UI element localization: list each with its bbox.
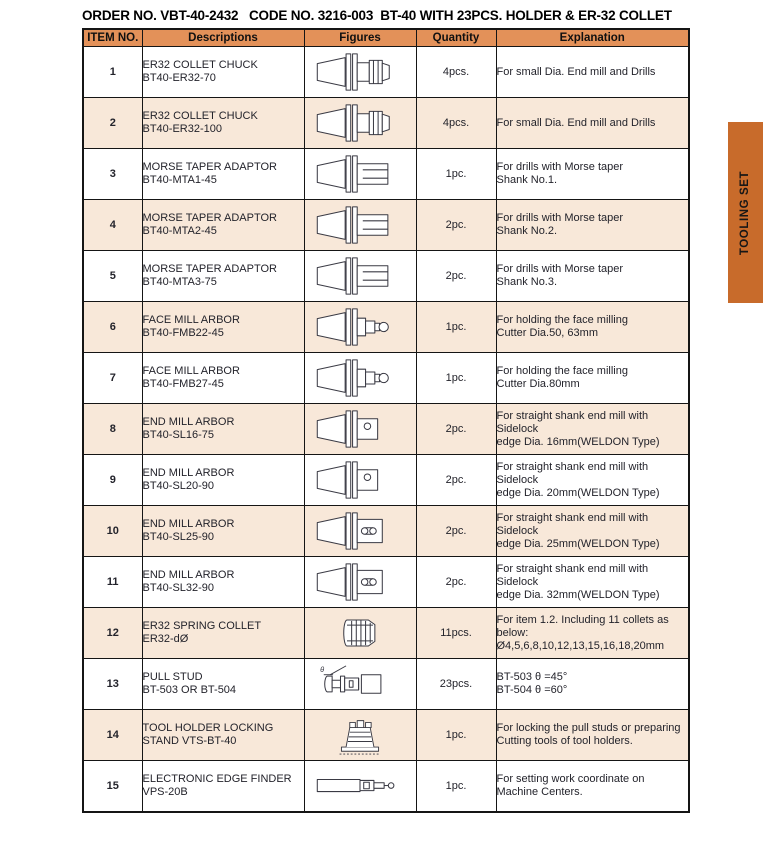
description-model: BT40-SL25-90 (142, 531, 215, 543)
tooling-table (82, 28, 690, 813)
figure-cell (304, 98, 416, 149)
explanation-line: For small Dia. End mill and Drills (496, 116, 656, 129)
table-row (83, 557, 689, 608)
description-cell (142, 506, 304, 557)
explanation-line: edge Dia. 32mm(WELDON Type) (496, 588, 660, 601)
explanation-cell (496, 47, 689, 98)
explanation-cell (496, 302, 689, 353)
end-mill-arbor-icon (308, 457, 412, 503)
quantity-cell: 1pc. (416, 149, 496, 200)
table-row (83, 302, 689, 353)
explanation-cell (496, 251, 689, 302)
explanation-line: For drills with Morse taper (496, 263, 624, 275)
quantity-cell: 4pcs. (416, 98, 496, 149)
description-name: ER32 COLLET CHUCK (142, 110, 258, 122)
header-item-no: ITEM NO. (83, 29, 142, 47)
description-cell (142, 200, 304, 251)
collet-chuck-icon (308, 49, 412, 95)
explanation-line: For drills with Morse taper (496, 161, 624, 173)
description-cell (142, 404, 304, 455)
item-no: 8 (83, 404, 142, 455)
description-cell (142, 149, 304, 200)
item-no: 3 (83, 149, 142, 200)
figure-cell (304, 404, 416, 455)
figure-cell (304, 506, 416, 557)
explanation-line: Shank No.1. (496, 174, 558, 186)
item-no: 7 (83, 353, 142, 404)
explanation-cell (496, 200, 689, 251)
description-cell (142, 302, 304, 353)
explanation-line: For straight shank end mill with Sidelock (496, 562, 649, 588)
explanation-line: For drills with Morse taper (496, 212, 624, 224)
description-model: BT40-SL16-75 (142, 429, 215, 441)
explanation-line: For straight shank end mill with Sidelock (496, 409, 649, 435)
item-no: 5 (83, 251, 142, 302)
explanation-line: Cutter Dia.50, 63mm (496, 327, 598, 339)
description-name: END MILL ARBOR (142, 467, 235, 479)
description-model: VPS-20B (142, 786, 188, 798)
face-mill-arbor-icon (308, 355, 412, 401)
explanation-line: Cutting tools of tool holders. (496, 735, 633, 747)
description-model: STAND VTS-BT-40 (142, 735, 237, 747)
quantity-cell: 2pc. (416, 506, 496, 557)
figure-cell (304, 659, 416, 710)
figure-cell (304, 47, 416, 98)
pull-stud-icon (308, 661, 412, 707)
table-row (83, 659, 689, 710)
tooling-set-tab-label: TOOLING SET (739, 170, 752, 255)
description-name: END MILL ARBOR (142, 416, 235, 428)
description-name: TOOL HOLDER LOCKING (142, 722, 274, 734)
edge-finder-icon (308, 763, 412, 809)
table-row (83, 353, 689, 404)
table-row (83, 506, 689, 557)
description-cell (142, 710, 304, 761)
figure-cell (304, 353, 416, 404)
figure-cell (304, 710, 416, 761)
morse-taper-adaptor-icon (308, 151, 412, 197)
explanation-cell (496, 353, 689, 404)
description-cell (142, 98, 304, 149)
header-descriptions: Descriptions (142, 29, 304, 47)
header-figures: Figures (304, 29, 416, 47)
quantity-cell: 23pcs. (416, 659, 496, 710)
description-name: MORSE TAPER ADAPTOR (142, 212, 277, 224)
explanation-line: BT-504 θ =60° (496, 684, 568, 696)
figure-cell (304, 455, 416, 506)
explanation-line: Cutter Dia.80mm (496, 378, 580, 390)
description-name: MORSE TAPER ADAPTOR (142, 263, 277, 275)
quantity-cell: 2pc. (416, 404, 496, 455)
item-no: 9 (83, 455, 142, 506)
quantity-cell: 1pc. (416, 761, 496, 813)
description-name: MORSE TAPER ADAPTOR (142, 161, 277, 173)
explanation-line: For setting work coordinate on (496, 773, 645, 785)
item-no: 11 (83, 557, 142, 608)
figure-cell (304, 200, 416, 251)
description-model: BT40-FMB27-45 (142, 378, 224, 390)
description-cell (142, 761, 304, 813)
explanation-line: For item 1.2. Including 11 collets as (496, 613, 669, 626)
figure-cell (304, 149, 416, 200)
description-model: BT40-SL20-90 (142, 480, 215, 492)
figure-cell (304, 557, 416, 608)
description-cell (142, 455, 304, 506)
item-no: 12 (83, 608, 142, 659)
item-no: 4 (83, 200, 142, 251)
description-cell (142, 608, 304, 659)
quantity-cell: 2pc. (416, 455, 496, 506)
locking-stand-icon (308, 712, 412, 758)
item-no: 1 (83, 47, 142, 98)
description-model: BT40-FMB22-45 (142, 327, 224, 339)
explanation-cell (496, 659, 689, 710)
spring-collet-icon (308, 610, 412, 656)
quantity-cell: 2pc. (416, 200, 496, 251)
explanation-cell (496, 608, 689, 659)
quantity-cell: 1pc. (416, 710, 496, 761)
description-name: ER32 SPRING COLLET (142, 620, 262, 632)
explanation-cell (496, 98, 689, 149)
explanation-line: edge Dia. 16mm(WELDON Type) (496, 435, 660, 448)
item-no: 2 (83, 98, 142, 149)
description-model: BT40-ER32-100 (142, 123, 222, 135)
description-name: ER32 COLLET CHUCK (142, 59, 258, 71)
description-model: BT40-ER32-70 (142, 72, 216, 84)
end-mill-arbor-icon (308, 508, 412, 554)
quantity-cell: 2pc. (416, 557, 496, 608)
description-model: ER32-dØ (142, 633, 189, 645)
explanation-line: For locking the pull studs or preparing (496, 722, 681, 734)
page-title: ORDER NO. VBT-40-2432 CODE NO. 3216-003 BT-40 WITH 23PCS. HOLDER & ER-32 COLLET (82, 8, 672, 23)
explanation-line: Machine Centers. (496, 786, 583, 798)
item-no: 14 (83, 710, 142, 761)
header-explanation: Explanation (496, 29, 689, 47)
item-no: 10 (83, 506, 142, 557)
description-name: PULL STUD (142, 671, 203, 683)
description-name: FACE MILL ARBOR (142, 314, 240, 326)
morse-taper-adaptor-icon (308, 253, 412, 299)
description-cell (142, 251, 304, 302)
description-cell (142, 353, 304, 404)
table-row (83, 404, 689, 455)
description-name: END MILL ARBOR (142, 569, 235, 581)
table-row (83, 608, 689, 659)
explanation-line: Shank No.3. (496, 276, 558, 288)
explanation-line: edge Dia. 25mm(WELDON Type) (496, 537, 660, 550)
explanation-cell (496, 506, 689, 557)
description-model: BT40-MTA2-45 (142, 225, 217, 237)
item-no: 6 (83, 302, 142, 353)
description-cell (142, 557, 304, 608)
quantity-cell: 4pcs. (416, 47, 496, 98)
description-model: BT40-SL32-90 (142, 582, 215, 594)
face-mill-arbor-icon (308, 304, 412, 350)
explanation-line: For small Dia. End mill and Drills (496, 65, 656, 78)
explanation-line: For straight shank end mill with Sidelock (496, 511, 649, 537)
explanation-line: For holding the face milling (496, 365, 628, 377)
explanation-cell (496, 149, 689, 200)
description-name: ELECTRONIC EDGE FINDER (142, 773, 292, 785)
quantity-cell: 1pc. (416, 353, 496, 404)
end-mill-arbor-icon (308, 559, 412, 605)
table-row (83, 251, 689, 302)
description-name: FACE MILL ARBOR (142, 365, 240, 377)
explanation-cell (496, 455, 689, 506)
explanation-cell (496, 557, 689, 608)
figure-cell (304, 608, 416, 659)
item-no: 15 (83, 761, 142, 813)
description-model: BT40-MTA3-75 (142, 276, 217, 288)
explanation-line: Shank No.2. (496, 225, 558, 237)
description-model: BT40-MTA1-45 (142, 174, 217, 186)
item-no: 13 (83, 659, 142, 710)
table-row (83, 455, 689, 506)
explanation-cell (496, 710, 689, 761)
header-quantity: Quantity (416, 29, 496, 47)
explanation-line: For straight shank end mill with Sidelock (496, 460, 649, 486)
table-row (83, 98, 689, 149)
explanation-line: For holding the face milling (496, 314, 628, 326)
quantity-cell: 1pc. (416, 302, 496, 353)
figure-cell (304, 251, 416, 302)
table-row (83, 710, 689, 761)
explanation-line: BT-503 θ =45° (496, 671, 568, 683)
explanation-cell (496, 404, 689, 455)
explanation-cell (496, 761, 689, 813)
description-cell (142, 47, 304, 98)
table-header-row (83, 29, 689, 47)
explanation-line: below: Ø4,5,6,8,10,12,13,15,16,18,20mm (496, 626, 665, 652)
tooling-set-tab (728, 122, 763, 303)
description-model: BT-503 OR BT-504 (142, 684, 237, 696)
quantity-cell: 11pcs. (416, 608, 496, 659)
morse-taper-adaptor-icon (308, 202, 412, 248)
description-cell (142, 659, 304, 710)
collet-chuck-icon (308, 100, 412, 146)
explanation-line: edge Dia. 20mm(WELDON Type) (496, 486, 660, 499)
description-name: END MILL ARBOR (142, 518, 235, 530)
table-row (83, 761, 689, 813)
table-row (83, 47, 689, 98)
quantity-cell: 2pc. (416, 251, 496, 302)
end-mill-arbor-icon (308, 406, 412, 452)
figure-cell (304, 761, 416, 813)
table-row (83, 149, 689, 200)
table-row (83, 200, 689, 251)
figure-cell (304, 302, 416, 353)
